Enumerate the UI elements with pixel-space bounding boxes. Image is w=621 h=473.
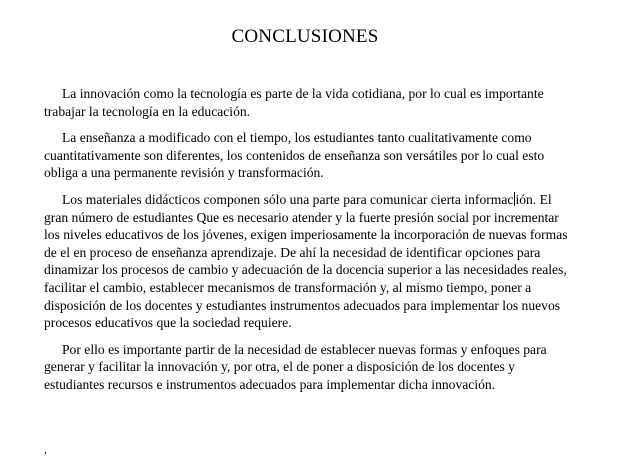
paragraph-1: La innovación como la tecnología es parte de la vida cotidiana, por lo cual es importante trabajar la tecnología en la educación.	[44, 86, 544, 119]
document-title: CONCLUSIONES	[231, 26, 379, 47]
trailing-mark: ,	[44, 444, 47, 456]
paragraph-3-text-after-cursor: ión. El gran número de estudiantes Que es necesario atender y la fuerte presión social por incrementar los niveles educativos de los jóvenes, exigen imperiosamente la incorporación de nuevas formas de el en proceso de enseñanza aprendizaje. De ahí la necesidad de identificar opciones para dinamizar los procesos de cambio y adecuación de la docencia superior a las necesidades reales, facilitar el cambio, establecer mecanismos de transformación y, al mismo tiempo, poner a disposición de los docentes y estudiantes instrumentos adecuados para implementar los nuevos procesos educativos que la sociedad requiere.	[44, 191, 568, 331]
paragraph-3-text-before-cursor: Los materiales didácticos componen sólo una parte para comunicar cierta informac	[62, 191, 514, 207]
document-body[interactable]	[44, 85, 572, 403]
paragraph-2: La enseñanza a modificado con el tiempo, los estudiantes tanto cualitativamente como cuantitativamente son diferentes, los contenidos de enseñanza son versátiles por lo cual esto obliga a una permanente revisión y transformación.	[44, 130, 545, 181]
paragraph-4: Por ello es importante partir de la necesidad de establecer nuevas formas y enfoques para generar y facilitar la innovación y, por otra, el de poner a disposición de los docentes y estudiantes recursos e instrumentos adecuados para implementar dicha innovación.	[44, 341, 547, 392]
paragraph-3	[44, 191, 572, 332]
